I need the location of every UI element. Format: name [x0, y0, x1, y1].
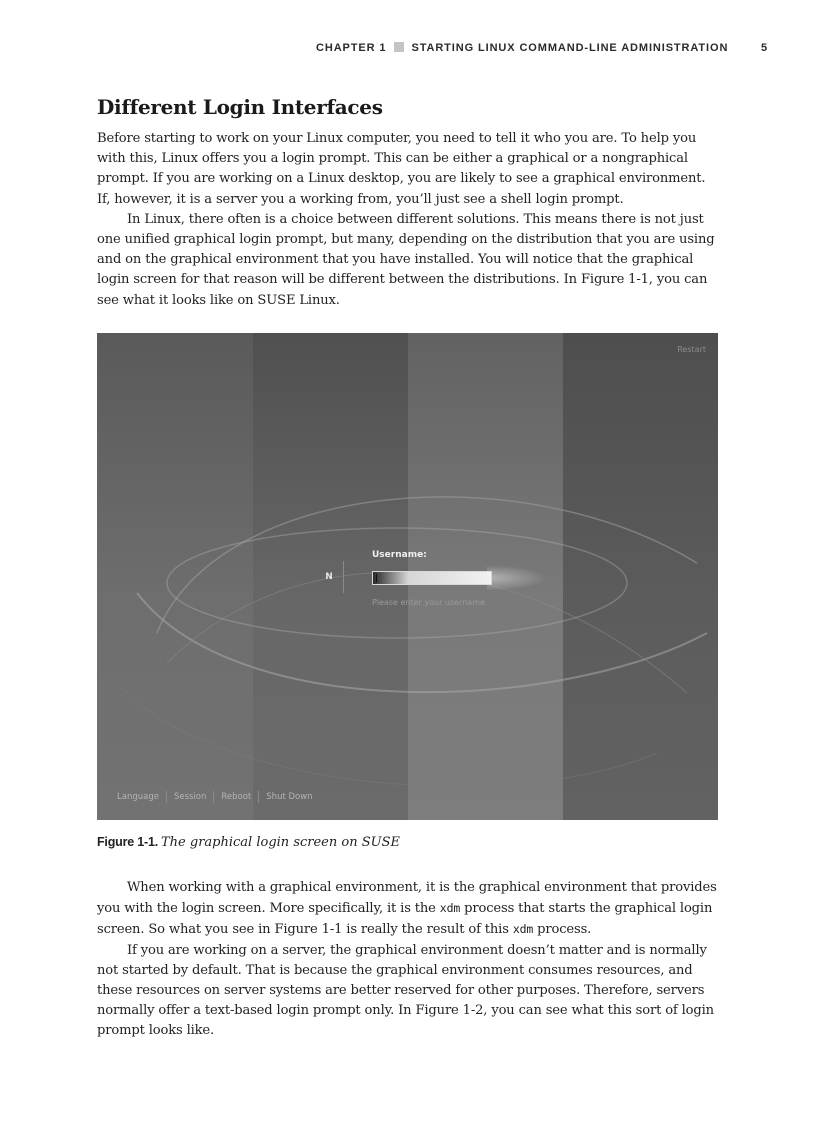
text-run: process that starts the graphical login screen. So what you see in Figure 1-1 is really the result of this — [97, 901, 713, 938]
divider — [343, 561, 344, 593]
paragraph: If you are working on a server, the graphical environment doesn’t matter and is normally not started by default. That is because the graphical environment consumes resources, and these resources on server systems are better reserved for other purposes. Therefore, servers normally offer a text-based login prompt only. In Figure 1-2, you can see what this sort of login prompt looks like. — [97, 942, 714, 1039]
paragraph: Before starting to work on your Linux computer, you need to tell it who you are. To help you with this, Linux offers you a login prompt. This can be either a graphical or a nongraphical prompt. If you are working on a Linux desktop, you are likely to see a graphical environment. If, however, it is a server you a working from, you’ll just see a shell login prompt. — [97, 131, 706, 207]
code-xdm: xdm — [512, 922, 534, 937]
username-input[interactable] — [372, 571, 492, 585]
suse-logo-icon: N — [325, 572, 333, 582]
code-xdm: xdm — [439, 901, 461, 916]
paragraph: In Linux, there often is a choice between different solutions. This means there is not just one unified graphical login prompt, but many, depending on the distribution that you are using and on the graphical environment that you have installed. You will notice that the graphical login screen for that reason will be different between the distributions. In Figure 1-1, you can see what it looks like on SUSE Linux. — [97, 211, 715, 308]
chapter-label: CHAPTER 1 — [316, 42, 387, 54]
username-label: Username: — [372, 550, 427, 560]
page-number: 5 — [760, 42, 768, 54]
running-head — [316, 42, 768, 58]
caption-label: Figure 1-1. — [97, 835, 159, 849]
body-text-bottom — [97, 878, 719, 1042]
section-heading: Different Login Interfaces — [97, 95, 383, 119]
menu-reboot[interactable]: Reboot — [214, 791, 259, 803]
login-menu — [117, 791, 320, 803]
restart-label[interactable]: Restart — [677, 345, 706, 354]
body-text-top — [97, 129, 719, 311]
caption-text: The graphical login screen on SUSE — [161, 835, 400, 850]
text-run: process. — [533, 922, 592, 938]
menu-language[interactable]: Language — [117, 791, 167, 803]
login-screen-figure — [97, 333, 718, 820]
text-run: When working with a graphical environment, it is the graphical environment that provides you with the login screen. More specifically, it is the — [97, 880, 717, 917]
paragraph — [97, 878, 719, 941]
input-glow — [487, 565, 547, 591]
menu-session[interactable]: Session — [167, 791, 214, 803]
figure-caption — [97, 835, 400, 850]
username-hint: Please enter your username — [372, 598, 485, 607]
text-cursor — [376, 574, 377, 582]
menu-shut-down[interactable]: Shut Down — [266, 792, 313, 802]
chapter-title: STARTING LINUX COMMAND-LINE ADMINISTRATION — [411, 42, 729, 54]
separator-square-icon — [394, 42, 404, 52]
